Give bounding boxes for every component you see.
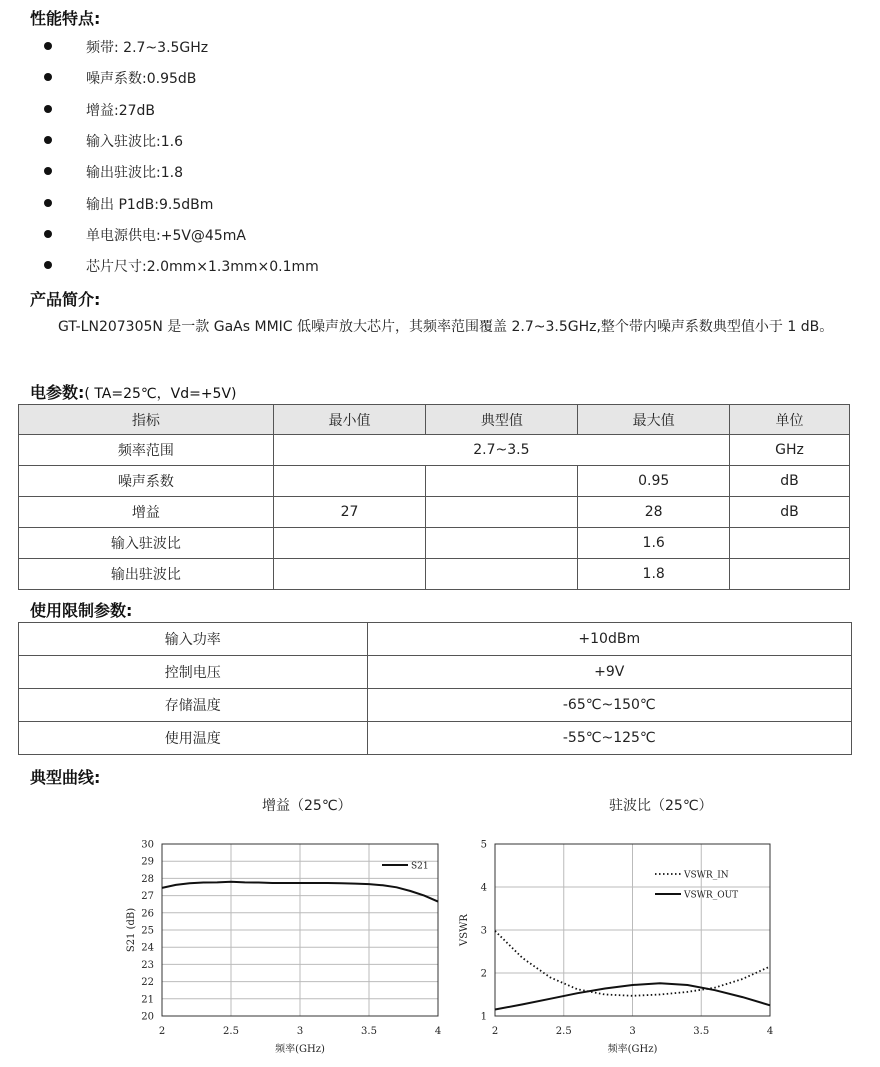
bullet-icon [44, 230, 52, 238]
table-cell [273, 528, 426, 559]
intro-heading: 产品简介: [30, 290, 101, 309]
feature-text: 增益:27dB [86, 102, 156, 119]
table-cell: -65℃~150℃ [367, 689, 851, 722]
x-tick-label: 2 [491, 1026, 499, 1037]
table-cell [730, 559, 850, 590]
table-cell: -55℃~125℃ [367, 722, 851, 755]
table-row [19, 689, 852, 722]
y-tick-label: 28 [141, 873, 154, 885]
plot-frame [495, 844, 770, 1016]
elec-table [18, 404, 850, 590]
table-header-cell: 单位 [730, 405, 850, 435]
table-cell: 存储温度 [19, 689, 368, 722]
table-cell [426, 528, 578, 559]
x-tick-label: 3.5 [693, 1026, 710, 1037]
elec-heading-label: 电参数: [30, 383, 85, 402]
table-cell: 0.95 [578, 466, 730, 497]
table-cell [730, 528, 850, 559]
series-line-vswr-out [495, 983, 770, 1009]
feature-text: 输入驻波比:1.6 [86, 133, 183, 150]
table-cell [426, 559, 578, 590]
y-axis-label: VSWR [459, 914, 470, 946]
y-tick-label: 24 [141, 942, 154, 954]
table-cell: 输出驻波比 [19, 559, 274, 590]
y-tick-label: 22 [141, 977, 154, 989]
table-cell [273, 559, 426, 590]
y-tick-label: 25 [141, 925, 154, 937]
table-cell: 1.6 [578, 528, 730, 559]
table-row [19, 656, 852, 689]
bullet-icon [44, 105, 52, 113]
table-cell: 控制电压 [19, 656, 368, 689]
series-line-s21 [162, 882, 438, 902]
elec-table-header [19, 405, 850, 435]
feature-text: 单电源供电:+5V@45mA [86, 227, 246, 244]
bullet-icon [44, 199, 52, 207]
y-tick-label: 27 [141, 891, 154, 903]
bullet-icon [44, 261, 52, 269]
x-tick-label: 2.5 [223, 1026, 239, 1037]
table-cell: dB [730, 497, 850, 528]
table-cell: 28 [578, 497, 730, 528]
limits-heading: 使用限制参数: [30, 601, 133, 620]
x-tick-label: 4 [766, 1026, 774, 1037]
limits-table [18, 622, 852, 755]
table-cell: 频率范围 [19, 435, 274, 466]
feature-text: 噪声系数:0.95dB [86, 71, 197, 88]
y-tick-label: 30 [141, 839, 154, 851]
y-tick-label: 4 [480, 882, 487, 894]
table-cell: 噪声系数 [19, 466, 274, 497]
table-row [19, 466, 850, 497]
bullet-icon [44, 42, 52, 50]
feature-text: 输出 P1dB:9.5dBm [86, 196, 214, 213]
table-cell: GHz [730, 435, 850, 466]
elec-condition: ( TA=25℃，Vd=+5V) [84, 386, 237, 402]
table-row [19, 722, 852, 755]
table-cell: 使用温度 [19, 722, 368, 755]
table-header-cell: 最小值 [273, 405, 426, 435]
table-row [19, 497, 850, 528]
table-cell: +10dBm [367, 623, 851, 656]
bullet-icon [44, 167, 52, 175]
table-cell: +9V [367, 656, 851, 689]
y-tick-label: 5 [480, 839, 487, 851]
table-cell: dB [730, 466, 850, 497]
y-tick-label: 23 [141, 959, 154, 971]
y-tick-label: 29 [141, 856, 154, 868]
legend-label: VSWR_IN [684, 870, 729, 881]
elec-heading [30, 380, 237, 403]
y-tick-label: 3 [480, 925, 487, 937]
x-tick-label: 3.5 [361, 1026, 377, 1037]
x-tick-label: 3 [629, 1026, 636, 1037]
y-tick-label: 26 [141, 908, 154, 920]
y-tick-label: 2 [480, 968, 487, 980]
features-heading: 性能特点: [30, 9, 101, 28]
series-line-vswr-in [495, 931, 770, 996]
legend-label: S21 [411, 861, 429, 872]
feature-text: 频带: 2.7~3.5GHz [86, 40, 209, 56]
y-axis-label: S21 (dB) [126, 907, 137, 953]
bullet-icon [44, 73, 52, 81]
y-tick-label: 1 [480, 1011, 487, 1023]
bullet-icon [44, 136, 52, 144]
table-cell: 2.7~3.5 [273, 435, 729, 466]
gain-chart-title: 增益（25℃） [262, 798, 352, 814]
table-row [19, 623, 852, 656]
table-header-cell: 指标 [19, 405, 274, 435]
y-tick-label: 21 [141, 994, 154, 1006]
table-cell: 增益 [19, 497, 274, 528]
x-axis-label: 频率(GHz) [607, 1044, 658, 1055]
table-header-cell: 最大值 [578, 405, 730, 435]
table-cell: 27 [273, 497, 426, 528]
table-cell: 输入功率 [19, 623, 368, 656]
table-cell [273, 466, 426, 497]
table-cell [426, 497, 578, 528]
table-row [19, 435, 850, 466]
feature-text: 输出驻波比:1.8 [86, 165, 183, 182]
vswr-chart-title: 驻波比（25℃） [609, 798, 713, 814]
x-axis-label: 频率(GHz) [275, 1044, 325, 1055]
x-tick-label: 2.5 [555, 1026, 572, 1037]
y-tick-label: 20 [141, 1011, 154, 1023]
x-tick-label: 2 [158, 1026, 166, 1037]
table-cell: 输入驻波比 [19, 528, 274, 559]
intro-text: GT-LN207305N 是一款 GaAs MMIC 低噪声放大芯片，其频率范围覆盖 2.7~3.5GHz,整个带内噪声系数典型值小于 1 dB。 [58, 319, 834, 335]
table-cell: 1.8 [578, 559, 730, 590]
legend-label: VSWR_OUT [684, 890, 739, 901]
x-tick-label: 4 [434, 1026, 442, 1037]
table-header-cell: 典型值 [426, 405, 578, 435]
plot-frame [162, 844, 438, 1016]
curves-heading: 典型曲线: [30, 768, 101, 787]
table-row [19, 528, 850, 559]
table-row [19, 559, 850, 590]
table-cell [426, 466, 578, 497]
x-tick-label: 3 [296, 1026, 304, 1037]
feature-text: 芯片尺寸:2.0mm×1.3mm×0.1mm [86, 259, 319, 276]
